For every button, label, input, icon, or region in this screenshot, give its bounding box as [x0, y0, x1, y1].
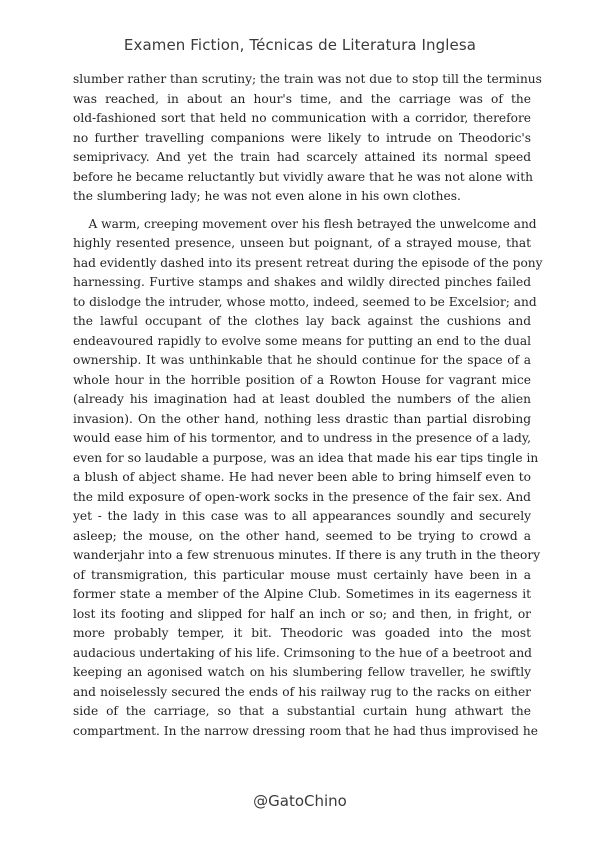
- text-line: keeping an agonised watch on his slumbering fellow traveller, he swiftly: [73, 665, 531, 679]
- text-line: asleep; the mouse, on the other hand, seemed to be trying to crowd a: [73, 528, 531, 543]
- text-line: and noiselessly secured the ends of his railway rug to the racks on either: [73, 684, 531, 699]
- text-line: endeavoured rapidly to evolve some means for putting an end to the dual: [73, 333, 531, 348]
- text-line: ownership. It was unthinkable that he should continue for the space of a: [73, 353, 531, 367]
- text-line: a blush of abject shame. He had never been able to bring himself even to: [73, 470, 531, 484]
- text-line: audacious undertaking of his life. Crimsoning to the hue of a beetroot and: [73, 645, 532, 660]
- paragraph-1: [73, 70, 542, 207]
- text-line: to dislodge the intruder, whose motto, indeed, seemed to be Excelsior; and: [73, 294, 537, 309]
- text-line: A warm, creeping movement over his flesh betrayed the unwelcome and: [73, 216, 537, 231]
- text-line: semiprivacy. And yet the train had scarcely attained its normal speed: [73, 150, 531, 164]
- text-line: the slumbering lady; he was not even alone in his own clothes.: [73, 189, 461, 203]
- text-line: yet - the lady in this case was to all appearances soundly and securely: [73, 509, 531, 523]
- text-line: even for so laudable a purpose, was an idea that made his ear tips tingle in: [73, 450, 539, 465]
- text-line: compartment. In the narrow dressing room that he had thus improvised he: [73, 723, 538, 738]
- text-line: would ease him of his tormentor, and to undress in the presence of a lady,: [73, 431, 531, 445]
- text-line: of transmigration, this particular mouse must certainly have been in a: [73, 567, 531, 582]
- author-credit: @GatoChino: [253, 792, 347, 810]
- text-line: more probably temper, it bit. Theodoric was goaded into the most: [73, 626, 531, 640]
- text-line: former state a member of the Alpine Club. Sometimes in its eagerness it: [73, 587, 531, 601]
- text-line: the mild exposure of open-work socks in the presence of the fair sex. And: [73, 489, 531, 504]
- text-line: slumber rather than scrutiny; the train was not due to stop till the terminus: [73, 72, 542, 86]
- document-title: Examen Fiction, Técnicas de Literatura Inglesa: [123, 36, 477, 54]
- text-line: had evidently dashed into its present retreat during the episode of the pony: [73, 255, 543, 270]
- text-line: the lawful occupant of the clothes lay back against the cushions and: [73, 314, 531, 328]
- body-text: [73, 70, 543, 741]
- text-line: whole hour in the horrible position of a Rowton House for vagrant mice: [73, 372, 531, 387]
- text-line: was reached, in about an hour's time, and the carriage was of the: [73, 91, 531, 106]
- paragraph-2: [73, 215, 543, 742]
- text-line: no further travelling companions were likely to intrude on Theodoric's: [73, 130, 531, 145]
- text-line: wanderjahr into a few strenuous minutes. If there is any truth in the theory: [73, 548, 541, 562]
- page-footer: [0, 792, 600, 810]
- text-line: lost its footing and slipped for half an inch or so; and then, in fright, or: [73, 606, 531, 621]
- text-line: harnessing. Furtive stamps and shakes and wildly directed pinches failed: [73, 275, 531, 289]
- text-line: highly resented presence, unseen but poignant, of a strayed mouse, that: [73, 236, 531, 250]
- page-header: [0, 36, 600, 54]
- text-line: invasion). On the other hand, nothing less drastic than partial disrobing: [73, 411, 531, 426]
- text-line: side of the carriage, so that a substantial curtain hung athwart the: [73, 704, 531, 718]
- text-line: old-fashioned sort that held no communication with a corridor, therefore: [73, 111, 531, 125]
- text-line: before he became reluctantly but vividly aware that he was not alone with: [73, 169, 533, 184]
- text-line: (already his imagination had at least doubled the numbers of the alien: [73, 392, 531, 406]
